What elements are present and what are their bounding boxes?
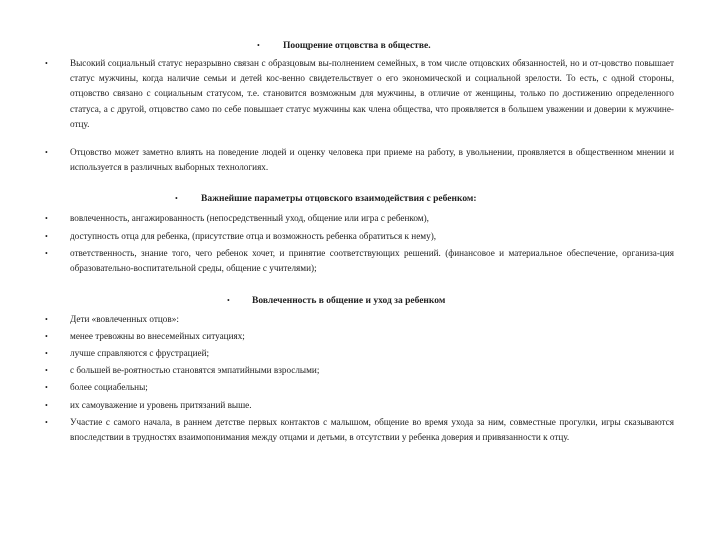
heading-text: Вовлеченность в общение и уход за ребенком xyxy=(252,296,446,306)
list-item: вовлеченность, ангажированность (непосредственный уход, общение или игра с ребенком), xyxy=(70,213,429,223)
heading-text: Важнейшие параметры отцовского взаимодействия с ребенком: xyxy=(201,194,477,204)
list-bullet: • xyxy=(45,249,48,258)
list-bullet: • xyxy=(45,332,48,341)
list-item: Дети «вовлеченных отцов»: xyxy=(70,314,179,324)
list-item: Высокий социальный статус неразрывно связан с образцовым вы-полнением семейных, в том числе отцовских обязанностей, но и от-цовство повышает статус мужчины, когда наличие семьи и детей кос-венно свидетельствует о его экономической и социальной зрелости. То есть, с одной стороны, отцовство связано с социальным статусом, т.е. становится возможным для мужчины, в отличие от женщины, только по достижению определенного статуса, а с другой, отцовство само по себе повышает статус мужчины как члена общества, что проявляется в большем уважении и доверии к мужчине-отцу. xyxy=(70,58,674,129)
list-bullet: • xyxy=(45,366,48,375)
list-bullet: • xyxy=(45,59,48,68)
heading-bullet: • xyxy=(227,296,230,305)
list-bullet: • xyxy=(45,349,48,358)
list-item: Отцовство может заметно влиять на поведение людей и оценку человека при приеме на работу, в увольнении, проявляется в общественном мнении и используется в различных выборных технологиях. xyxy=(70,147,674,173)
list-item: более социабельны; xyxy=(70,382,148,392)
list-bullet: • xyxy=(45,401,48,410)
list-bullet: • xyxy=(45,418,48,427)
list-item: Участие с самого начала, в раннем детстве первых контактов с малышом, общение во время ухода за ним, совместные прогулки, игры сказываются впоследствии в трудностях взаимопонимания между отцами и детьми, в отсутствии у ребенка доверия и привязанности к отцу. xyxy=(70,417,674,443)
list-item: ответственность, знание того, чего ребенок хочет, и принятие соответствующих решений. (финансовое и материальное обеспечение, организа-ция образовательно-воспитательной среды, общение с учителями); xyxy=(70,248,674,274)
list-bullet: • xyxy=(45,232,48,241)
list-item: менее тревожны во внесемейных ситуациях; xyxy=(70,331,245,341)
list-bullet: • xyxy=(45,315,48,324)
list-item: с большей ве-роятностью становятся эмпатийными взрослыми; xyxy=(70,365,320,375)
list-item: их самоуважение и уровень притязаний выше. xyxy=(70,400,252,410)
list-bullet: • xyxy=(45,148,48,157)
list-bullet: • xyxy=(45,383,48,392)
list-bullet: • xyxy=(45,214,48,223)
list-item: доступность отца для ребенка, (присутствие отца и возможность ребенка обратиться к нему), xyxy=(70,231,437,241)
heading-bullet: • xyxy=(257,41,260,50)
heading-bullet: • xyxy=(175,194,178,203)
list-item: лучше справляются с фрустрацией; xyxy=(70,348,210,358)
heading-text: Поощрение отцовства в обществе. xyxy=(283,41,431,51)
